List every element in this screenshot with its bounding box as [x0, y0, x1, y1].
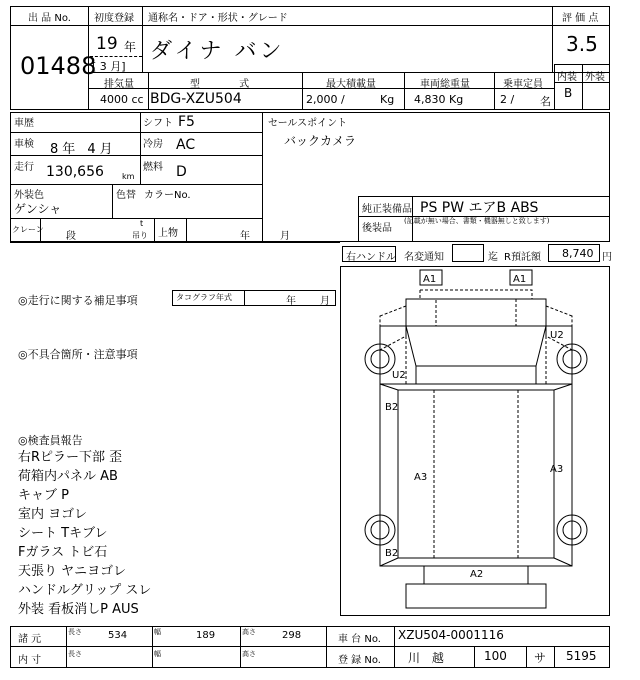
report-line: 室内 ヨゴレ: [18, 507, 88, 522]
ac: AC: [176, 137, 196, 153]
reg-num: 5195: [566, 649, 597, 663]
report-line: キャブ P: [18, 488, 69, 503]
model: BDG-XZU504: [150, 91, 242, 107]
sales-point: バックカメラ: [284, 134, 357, 148]
mark-u2-right: U2: [550, 330, 564, 341]
equipment-label: 純正装備品: [362, 204, 412, 215]
chassis: XZU504-0001116: [398, 628, 504, 642]
mark-a3-right: A3: [550, 464, 564, 475]
capacity: 2 /: [500, 93, 515, 106]
defect-note: ◎不具合箇所・注意事項: [18, 348, 138, 361]
load-label: 最大積載量: [326, 79, 376, 90]
inspection-label: 車検: [14, 139, 34, 150]
report-line: ハンドルグリップ スレ: [18, 583, 152, 598]
inspection: 8年 4月: [50, 142, 117, 157]
crane-label: クレーン: [12, 225, 44, 234]
report-line: 天張り ヤニヨゴレ: [18, 564, 127, 579]
reg-class: 100: [484, 649, 507, 663]
mark-b2-top: B2: [385, 402, 399, 413]
mark-b2-bottom: B2: [385, 548, 399, 559]
width-value: 189: [196, 630, 216, 641]
color-no-label-2: カラーNo.: [144, 190, 191, 201]
length-label-inner: 長さ: [68, 650, 82, 658]
outer-label: 諸 元: [18, 634, 42, 645]
first-reg-label: 初度登録: [94, 13, 134, 24]
width-label-inner: 幅: [154, 650, 161, 658]
width-label: 幅: [154, 628, 161, 636]
crane-month: 月: [280, 231, 290, 242]
aftermarket-label: 後装品: [362, 223, 392, 234]
footer-frame: [10, 626, 610, 668]
shift-label: シフト: [143, 118, 173, 129]
shift: F5: [178, 114, 195, 130]
reg-label: 登 録 No.: [338, 655, 381, 666]
report-line: 右Rピラー下部 歪: [18, 450, 123, 465]
r-meter: 8,740: [562, 247, 594, 260]
height-label-inner: 高さ: [242, 650, 256, 658]
yen: 円: [602, 252, 612, 263]
mileage: 130,656: [46, 164, 104, 180]
length-label: 長さ: [68, 628, 82, 636]
sales-point-label: セールスポイント: [268, 118, 348, 129]
lot-no: 01488: [20, 52, 97, 80]
crane-t: t: [140, 219, 144, 228]
inner-label: 内 寸: [18, 655, 42, 666]
model-label: 型 式: [190, 79, 268, 90]
mileage-label: 走行: [14, 162, 34, 173]
tacho-month: 月: [320, 296, 330, 307]
interior-label: 内装: [557, 72, 577, 83]
first-reg-year: 19: [96, 34, 118, 54]
fuel: D: [176, 164, 187, 180]
ext-color-label: 外装色: [14, 190, 44, 201]
tachograph-label: タコグラフ年式: [176, 293, 232, 302]
name-label: 通称名・ドア・形状・グレード: [148, 13, 288, 24]
mark-a2: A2: [470, 569, 484, 580]
crane-dan: 段: [66, 231, 76, 242]
mileage-unit: km: [122, 172, 135, 181]
inspector-report: ◎検査員報告: [18, 434, 83, 447]
crane-tsuri: 吊り: [132, 231, 148, 240]
exterior-label: 外装: [585, 72, 605, 83]
score: 3.5: [566, 32, 598, 56]
equipment: PS PW エアB ABS: [420, 200, 539, 216]
height-label: 高さ: [242, 628, 256, 636]
right-handle: 右ハンドル: [346, 252, 396, 263]
load-unit: Kg: [380, 93, 395, 106]
gross: 4,830 Kg: [414, 93, 464, 106]
history-label: 車歴: [14, 118, 34, 129]
ext-color: ゲンシャ: [14, 202, 62, 216]
displacement-label: 排気量: [104, 79, 134, 90]
gross-label: 車両総重量: [420, 79, 470, 90]
crane-joubutsu: 上物: [158, 228, 178, 239]
first-reg-month: [ 3 月]: [92, 60, 126, 73]
crane-year: 年: [240, 231, 250, 242]
capacity-label: 乗車定員: [503, 79, 543, 90]
report-line: 荷箱内パネル AB: [18, 469, 118, 484]
meter-change: 名変通知: [404, 252, 444, 263]
length-value: 534: [108, 630, 128, 641]
lot-no-label: 出 品 No.: [28, 13, 71, 24]
capacity-unit: 名: [540, 95, 551, 108]
ac-label: 冷房: [143, 139, 163, 150]
report-line: 外装 看板消しP AUS: [18, 602, 139, 617]
height-value: 298: [282, 630, 302, 641]
displacement: 4000 cc: [100, 93, 144, 106]
score-label: 評 価 点: [562, 13, 599, 24]
meter-change-box: [452, 244, 484, 262]
report-line: シート Tキブレ: [18, 526, 108, 541]
vehicle-diagram: [340, 266, 610, 616]
year-unit: 年: [124, 40, 137, 54]
report-line: Fガラス トビ石: [18, 545, 108, 560]
driving-note: ◎走行に関する補足事項: [18, 294, 138, 307]
color-no-label: 色替: [116, 190, 136, 201]
mark-a1-right: A1: [513, 274, 527, 285]
aftermarket-note: (記載が無い場合、書類・機器無しと致します): [404, 217, 550, 225]
mark-u2-left: U2: [392, 370, 406, 381]
chassis-label: 車 台 No.: [338, 634, 381, 645]
reg-area: 川 越: [408, 651, 448, 665]
interior-grade: B: [564, 86, 573, 100]
tacho-year: 年: [286, 296, 296, 307]
mark-a3-left: A3: [414, 472, 428, 483]
reg-kana: サ: [534, 651, 547, 665]
car-name: ダイナ バン: [150, 39, 285, 64]
r-meter-label: R預託額: [504, 252, 541, 263]
load: 2,000 /: [306, 93, 345, 106]
mileage-meter: 迄: [488, 252, 498, 263]
fuel-label: 燃料: [143, 162, 163, 173]
mark-a1-left: A1: [423, 274, 437, 285]
